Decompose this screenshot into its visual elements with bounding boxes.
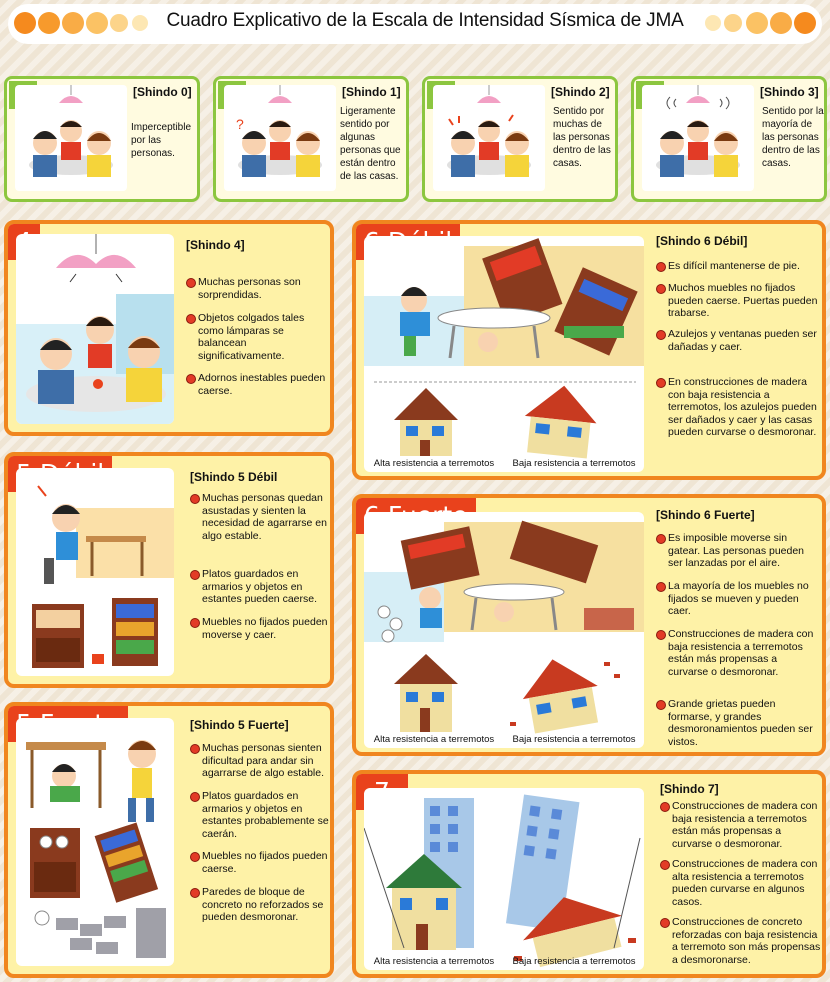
shindo-5-debil-illustration — [16, 468, 174, 676]
family-table-illustration — [642, 85, 754, 191]
shindo-4-panel — [4, 220, 334, 436]
shindo-5-fuerte-panel — [4, 702, 334, 978]
caption-low-resistance: Baja resistencia a terremotos — [512, 458, 636, 469]
family-table-illustration — [224, 85, 336, 191]
header-dot-left-3 — [62, 12, 84, 34]
bullet-item: Adornos inestables pueden caerse. — [186, 372, 326, 397]
shindo-1-card — [213, 76, 409, 202]
shindo-5-debil-panel — [4, 452, 334, 688]
shindo-6-fuerte-panel — [352, 494, 826, 756]
panel-title: [Shindo 6 Fuerte] — [656, 508, 755, 522]
bullet-item: Grande grietas pueden formarse, y grandes desmoronamientos pueden ser vistos. — [656, 698, 818, 748]
shindo-title: [Shindo 2] — [551, 85, 610, 99]
header-dot-left-4 — [86, 12, 108, 34]
shindo-2-card — [422, 76, 618, 202]
shindo-title: [Shindo 0] — [133, 85, 192, 99]
bullet-item: Muebles no fijados pueden caerse. — [190, 850, 330, 875]
svg-text:?: ? — [236, 116, 244, 132]
bullet-item: Es difícil mantenerse de pie. — [656, 260, 818, 273]
bullet-item: Muchos muebles no fijados pueden caerse. Puertas pueden trabarse. — [656, 282, 818, 320]
header-dot-right-3 — [746, 12, 768, 34]
shindo-description: Sentido por muchas de las personas dentro de las casas. — [553, 106, 611, 169]
family-table-illustration — [433, 85, 545, 191]
shindo-6-fuerte-illustration — [364, 512, 644, 748]
header-dot-left-1 — [14, 12, 36, 34]
bullet-item: Platos guardados en armarios y objetos en estantes pueden caerse. — [190, 568, 332, 606]
shindo-5-fuerte-illustration — [16, 718, 174, 966]
shindo-7-panel — [352, 770, 826, 978]
caption-high-resistance: Alta resistencia a terremotos — [373, 734, 495, 745]
bullet-item: Construcciones de madera con baja resistencia a terremotos están más propensas a curvarse o desmoronar. — [660, 800, 822, 850]
bullet-item: Construcciones de madera con baja resistencia a terremotos están más propensas a curvarse o desmoronar. — [656, 628, 818, 678]
shindo-6-debil-panel — [352, 220, 826, 480]
bullet-item: Muebles no fijados pueden moverse y caer. — [190, 616, 332, 641]
panel-title: [Shindo 5 Fuerte] — [190, 718, 289, 732]
header-dot-left-2 — [38, 12, 60, 34]
header-dot-right-4 — [770, 12, 792, 34]
bullet-item: En construcciones de madera con baja resistencia a terremotos, los azulejos pueden ser dañados y caer y las casas pueden curvarse o desmoronar. — [656, 376, 818, 439]
shindo-description: Sentido por la mayoría de las personas dentro de las casas. — [762, 106, 824, 169]
bullet-item: Platos guardados en armarios y objetos en estantes probablemente se caerán. — [190, 790, 330, 840]
shindo-6-debil-illustration — [364, 236, 644, 472]
shindo-title: [Shindo 3] — [760, 85, 819, 99]
bullet-item: Azulejos y ventanas pueden ser dañadas y caer. — [656, 328, 818, 353]
shindo-7-illustration — [364, 788, 644, 970]
bullet-item: Construcciones de madera con alta resistencia a terremotos pueden curvarse en algunos casos. — [660, 858, 822, 908]
header-dot-right-1 — [705, 15, 721, 31]
header-dot-left-5 — [110, 14, 128, 32]
bullet-item: Muchas personas son sorprendidas. — [186, 276, 326, 301]
bullet-item: Es imposible moverse sin gatear. Las personas pueden ser lanzadas por el aire. — [656, 532, 818, 570]
shindo-title: [Shindo 1] — [342, 85, 401, 99]
page-title: Cuadro Explicativo de la Escala de Intensidad Sísmica de JMA — [166, 10, 684, 31]
bullet-item: La mayoría de los muebles no fijados se mueven y pueden caer. — [656, 580, 818, 618]
caption-low-resistance: Baja resistencia a terremotos — [512, 956, 636, 967]
shindo-description: Ligeramente sentido por algunas personas que están dentro de las casas. — [340, 106, 401, 182]
shindo-4-illustration — [16, 234, 174, 424]
bullet-item: Muchas personas quedan asustadas y sienten la necesidad de agarrarse en algo estable. — [190, 492, 332, 542]
caption-high-resistance: Alta resistencia a terremotos — [373, 956, 495, 967]
shindo-description: Imperceptible por las personas. — [131, 122, 192, 159]
bullet-item: Objetos colgados tales como lámparas se balancean significativamente. — [186, 312, 326, 362]
caption-low-resistance: Baja resistencia a terremotos — [512, 734, 636, 745]
shindo-3-card — [631, 76, 827, 202]
panel-title: [Shindo 4] — [186, 238, 245, 252]
panel-title: [Shindo 5 Débil — [190, 470, 278, 484]
family-table-illustration — [15, 85, 127, 191]
shindo-0-card — [4, 76, 200, 202]
caption-high-resistance: Alta resistencia a terremotos — [373, 458, 495, 469]
panel-title: [Shindo 7] — [660, 782, 719, 796]
bullet-item: Muchas personas sienten dificultad para andar sin agarrarse de algo estable. — [190, 742, 330, 780]
header-dot-right-2 — [724, 14, 742, 32]
panel-title: [Shindo 6 Débil] — [656, 234, 748, 248]
bullet-item: Construcciones de concreto reforzadas con baja resistencia a terremoto son más propensas a desmoronarse. — [660, 916, 822, 966]
header-dot-right-5 — [794, 12, 816, 34]
bullet-item: Paredes de bloque de concreto no reforzados se pueden desmoronar. — [190, 886, 330, 924]
